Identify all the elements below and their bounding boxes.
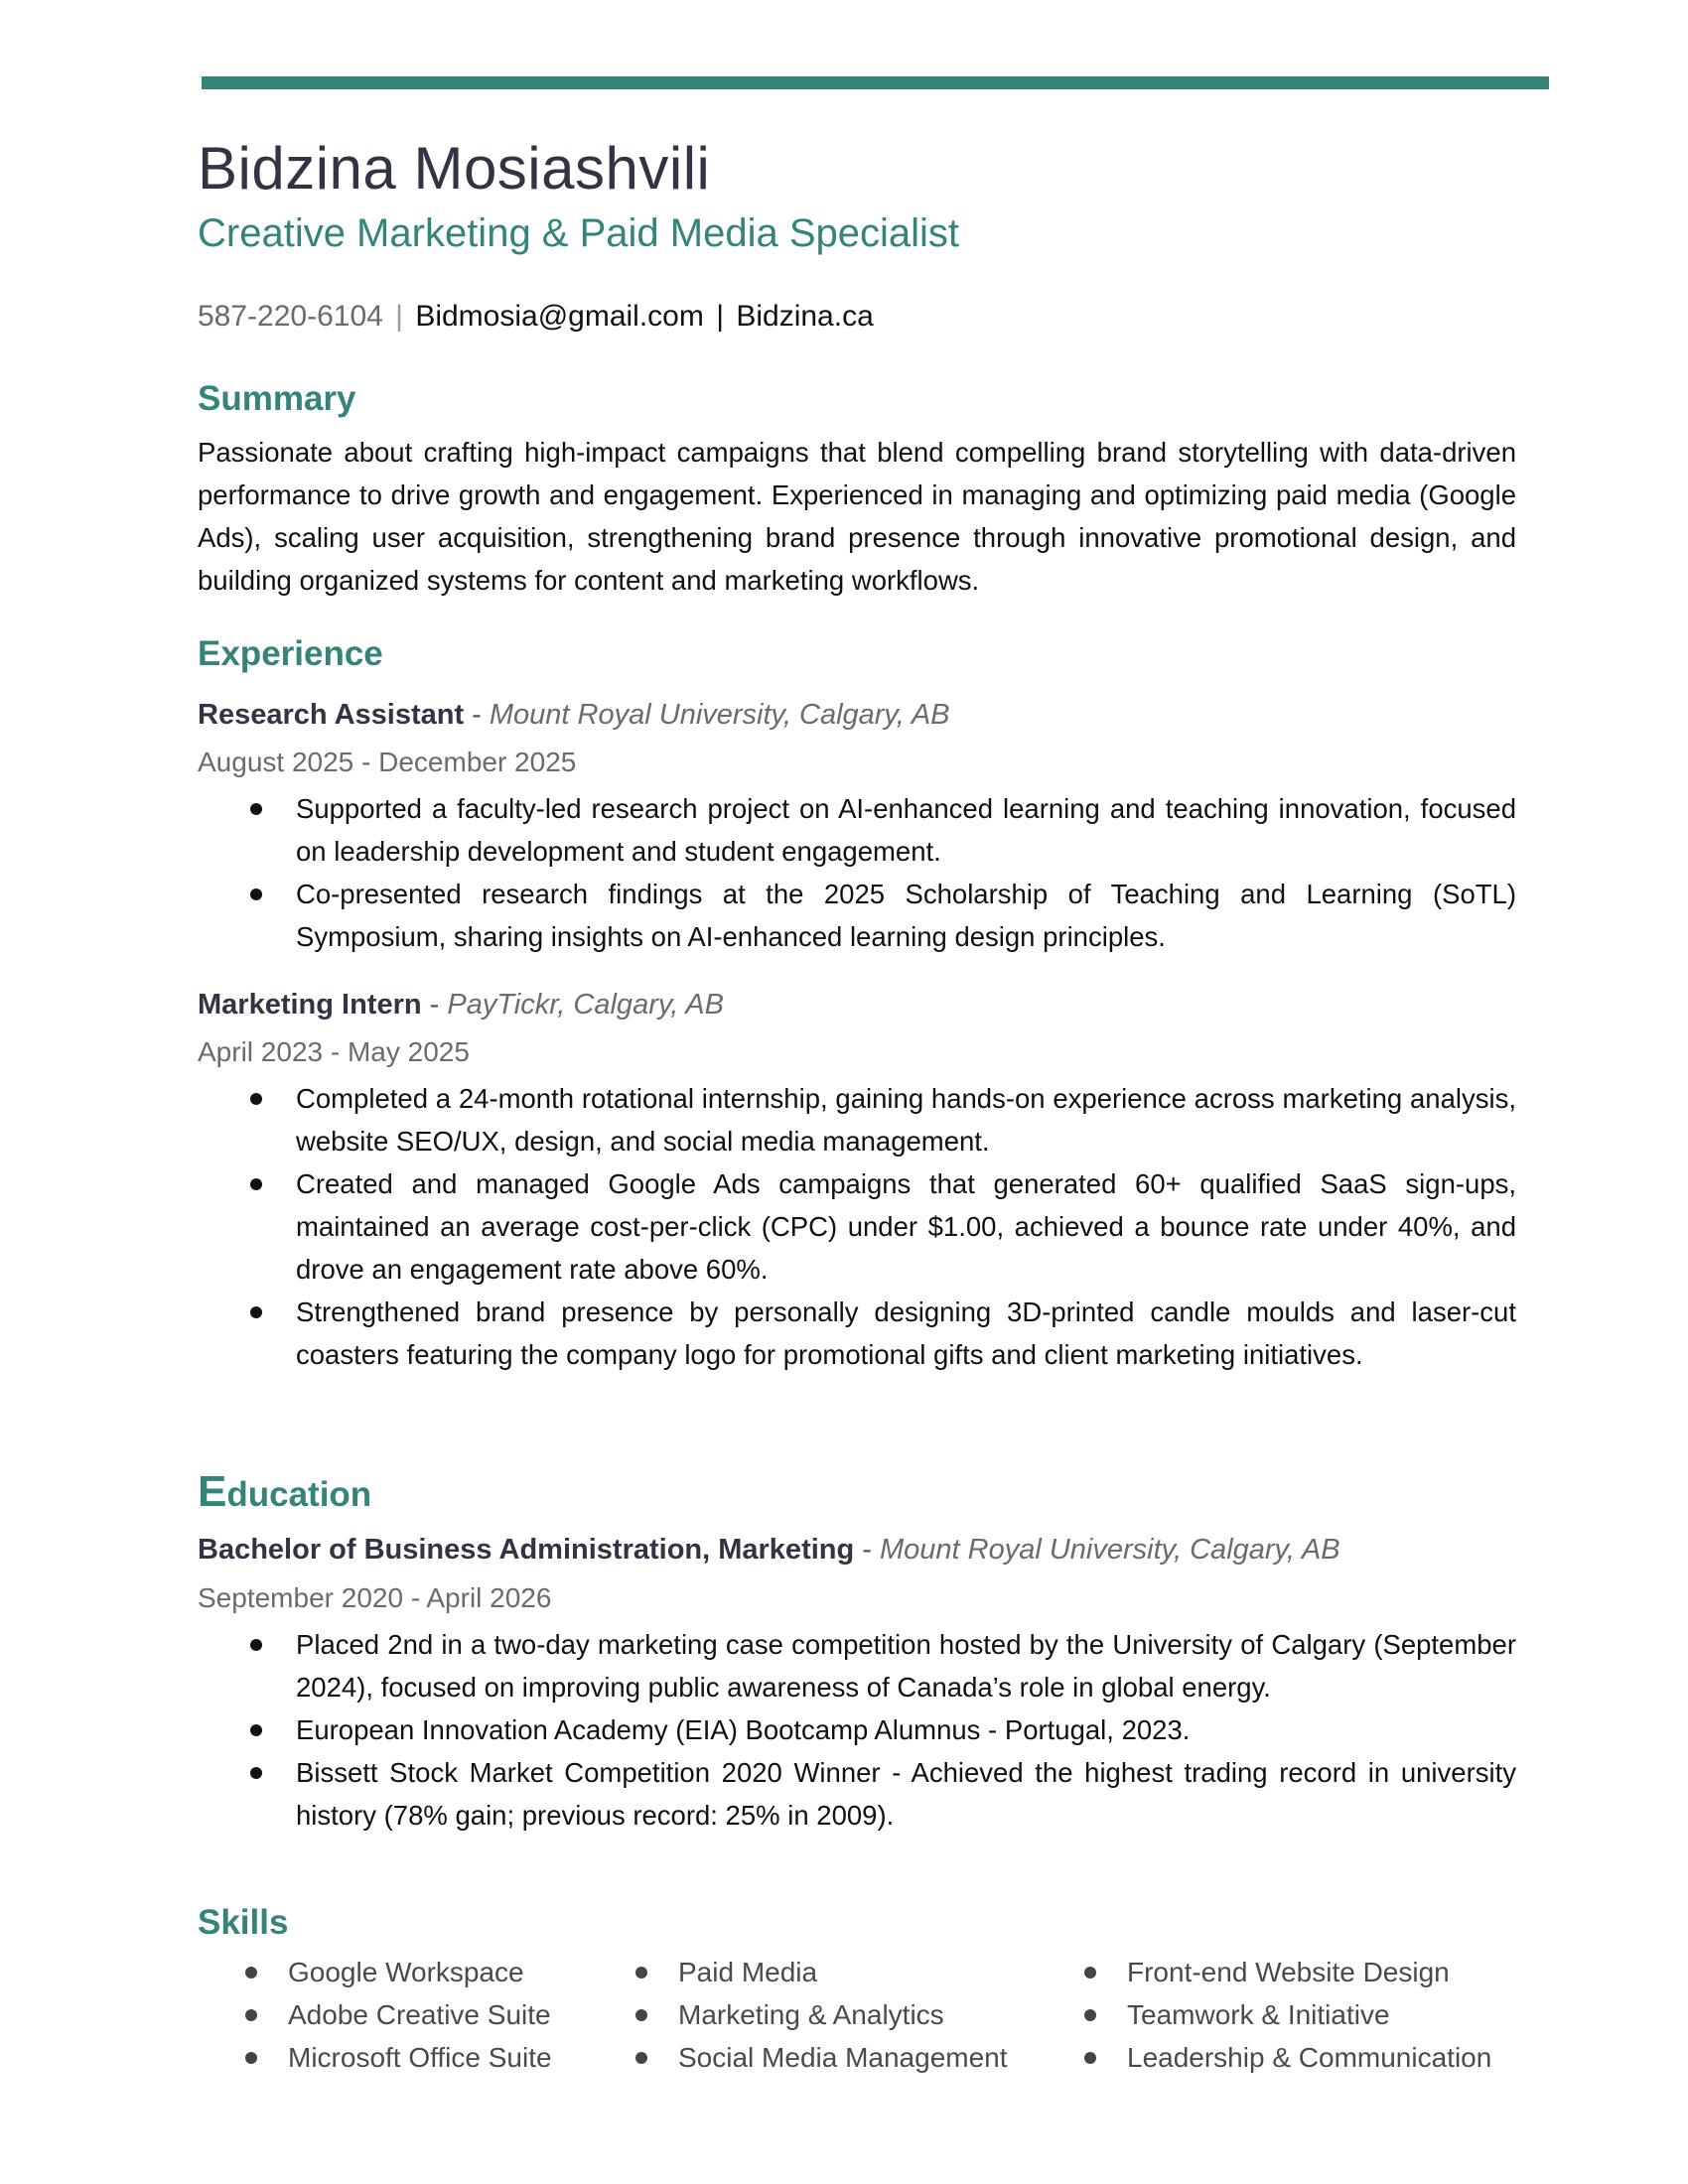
contact-separator: | (395, 300, 403, 333)
job-heading-research-assistant (198, 695, 950, 735)
bullet-icon (245, 2009, 257, 2021)
skill-label: Google Workspace (288, 1957, 524, 1987)
job-title: Research Assistant (198, 699, 465, 731)
job-organization: PayTickr, Calgary, AB (447, 989, 724, 1021)
bullet-icon (250, 803, 262, 815)
header-accent-bar (202, 76, 1549, 89)
education-bullets (198, 1623, 1516, 1837)
skill-item (245, 1993, 551, 2037)
skill-label: Microsoft Office Suite (288, 2042, 552, 2073)
bullet-icon (1084, 2009, 1096, 2021)
list-item (198, 873, 1516, 958)
school-name: Mount Royal University, Calgary, AB (880, 1534, 1340, 1566)
skill-item (245, 2036, 552, 2080)
email-link[interactable]: Bidmosia@gmail.com (415, 300, 704, 333)
skill-label: Adobe Creative Suite (288, 1999, 551, 2030)
skill-item (635, 1993, 944, 2037)
skills-heading: Skills (198, 1903, 289, 1942)
list-item (198, 1751, 1516, 1837)
bullet-icon (250, 1724, 262, 1736)
job-bullets (198, 1077, 1516, 1376)
bullet-icon (245, 2052, 257, 2064)
contact-line (198, 297, 874, 337)
summary-text: Passionate about crafting high-impact campaigns that blend compelling brand storytelling with data-driven performance to drive growth and engagement. Experienced in managing and optimizing paid media (Google Ads), scaling user acquisition, strengthening brand presence through innovative promotional design, and building organized systems for content and marketing workflows. (198, 437, 1516, 596)
bullet-text: Strengthened brand presence by personally designing 3D-printed candle moulds and laser-cut coasters featuring the company logo for promotional gifts and client marketing initiatives. (296, 1297, 1516, 1370)
skill-label: Leadership & Communication (1127, 2042, 1492, 2073)
education-heading (198, 1467, 372, 1517)
bullet-icon (1084, 1967, 1096, 1979)
bullet-icon (250, 888, 262, 900)
candidate-name: Bidzina Mosiashvili (198, 135, 711, 202)
skill-label: Paid Media (678, 1957, 818, 1987)
job-dash: - (421, 989, 448, 1021)
skill-item (635, 2036, 1008, 2080)
candidate-title: Creative Marketing & Paid Media Specialist (198, 211, 960, 255)
job-title: Marketing Intern (198, 989, 422, 1021)
job-dates: August 2025 - December 2025 (198, 747, 577, 777)
skill-item (245, 1951, 524, 1994)
skill-label: Marketing & Analytics (678, 1999, 944, 2030)
bullet-icon (635, 2009, 647, 2021)
skill-item (635, 1951, 817, 1994)
job-organization: Mount Royal University, Calgary, AB (489, 699, 950, 731)
education-dates: September 2020 - April 2026 (198, 1582, 552, 1613)
phone-number: 587-220-6104 (198, 300, 383, 333)
bullet-text: Co-presented research findings at the 2025 Scholarship of Teaching and Learning (SoTL) Symposium, sharing insights on AI-enhanced learning design principles. (296, 879, 1516, 952)
skill-item (1084, 2036, 1491, 2080)
bullet-icon (1084, 2052, 1096, 2064)
bullet-icon (635, 2052, 647, 2064)
job-dash: - (464, 699, 490, 731)
bullet-icon (250, 1093, 262, 1105)
bullet-icon (245, 1967, 257, 1979)
bullet-icon (250, 1767, 262, 1779)
job-heading-marketing-intern (198, 985, 724, 1024)
website-link[interactable]: Bidzina.ca (736, 300, 874, 333)
education-heading-initial: E (198, 1467, 227, 1516)
list-item (198, 787, 1516, 873)
education-heading-rest: ducation (226, 1475, 372, 1514)
bullet-text: Placed 2nd in a two-day marketing case competition hosted by the University of Calgary (September 2024), focused on improving public awareness of Canada’s role in global energy. (296, 1629, 1516, 1703)
summary-heading: Summary (198, 379, 356, 418)
list-item (198, 1162, 1516, 1291)
skill-label: Teamwork & Initiative (1127, 1999, 1390, 2030)
list-item (198, 1623, 1516, 1708)
list-item (198, 1291, 1516, 1376)
contact-separator: | (716, 300, 724, 333)
bullet-text: Bissett Stock Market Competition 2020 Winner - Achieved the highest trading record in university history (78% gain; previous record: 25% in 2009). (296, 1757, 1516, 1831)
job-dates: April 2023 - May 2025 (198, 1036, 470, 1067)
bullet-text: European Innovation Academy (EIA) Bootcamp Alumnus - Portugal, 2023. (296, 1714, 1191, 1745)
bullet-icon (250, 1178, 262, 1190)
skill-label: Front-end Website Design (1127, 1957, 1450, 1987)
bullet-text: Created and managed Google Ads campaigns that generated 60+ qualified SaaS sign-ups, maintained an average cost-per-click (CPC) under $1.00, achieved a bounce rate under 40%, and drove an engagement rate above 60%. (296, 1168, 1516, 1285)
list-item (198, 1708, 1516, 1751)
bullet-text: Supported a faculty-led research project on AI-enhanced learning and teaching innovation, focused on leadership development and student engagement. (296, 793, 1516, 867)
experience-heading: Experience (198, 634, 383, 673)
skill-item (1084, 1993, 1390, 2037)
bullet-text: Completed a 24-month rotational internship, gaining hands-on experience across marketing analysis, website SEO/UX, design, and social media management. (296, 1083, 1516, 1157)
bullet-icon (635, 1967, 647, 1979)
bullet-icon (250, 1306, 262, 1318)
degree-title: Bachelor of Business Administration, Marketing (198, 1534, 855, 1566)
skill-item (1084, 1951, 1450, 1994)
list-item (198, 1077, 1516, 1162)
bullet-icon (250, 1639, 262, 1651)
job-bullets (198, 787, 1516, 958)
degree-dash: - (854, 1534, 880, 1566)
degree-heading (198, 1530, 1340, 1570)
skill-label: Social Media Management (678, 2042, 1008, 2073)
